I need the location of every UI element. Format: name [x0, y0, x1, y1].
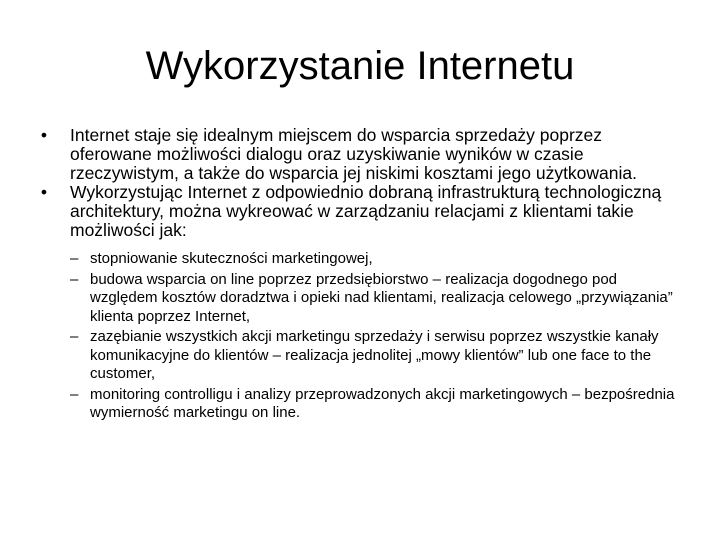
bullet-item: [36, 183, 686, 423]
sub-bullet-text: stopniowanie skuteczności marketingowej,: [90, 250, 373, 267]
slide-title: Wykorzystanie Internetu: [145, 44, 575, 88]
dash-marker: –: [70, 250, 79, 267]
dash-marker: –: [70, 328, 79, 345]
bullet-marker: •: [40, 182, 48, 202]
sub-bullet-item: [46, 328, 686, 384]
sub-bullet-item: [46, 250, 686, 269]
sub-bullet-item: [46, 386, 686, 423]
bullet-item: [36, 126, 686, 183]
dash-marker: –: [70, 385, 79, 403]
sub-bullet-item: [46, 271, 686, 327]
bullet-text: Wykorzystując Internet z odpowiednio dobraną infrastrukturą technologiczną architektury, można wykreować w zarządzaniu relacjami z klientami takie możliwości jak:: [70, 182, 662, 240]
sub-bullet-text: monitoring controlligu i analizy przeprowadzonych akcji marketingowych – bezpośrednia wymierność marketingu on line.: [90, 385, 675, 421]
bullet-text: Internet staje się idealnym miejscem do wsparcia sprzedaży poprzez oferowane możliwości dialogu oraz uzyskiwanie wyników w czasie rzeczywistym, a także do wsparcia jej niskimi kosztami jego użytkowania.: [70, 125, 637, 183]
sub-bullet-list: [46, 250, 686, 423]
bullet-list: [36, 126, 686, 425]
sub-bullet-text: zazębianie wszystkich akcji marketingu sprzedaży i serwisu poprzez wszystkie kanały komunikacyjne do klientów – realizacja jednolitej „mowy klientów” lub one face to the customer,: [90, 328, 659, 382]
sub-bullet-text: budowa wsparcia on line poprzez przedsiębiorstwo – realizacja dogodnego pod względem kosztów doradztwa i opieki nad klientami, realizacja celowego „przywiązania” klienta poprzez Internet,: [90, 270, 673, 325]
dash-marker: –: [70, 270, 79, 288]
bullet-marker: •: [40, 125, 48, 145]
